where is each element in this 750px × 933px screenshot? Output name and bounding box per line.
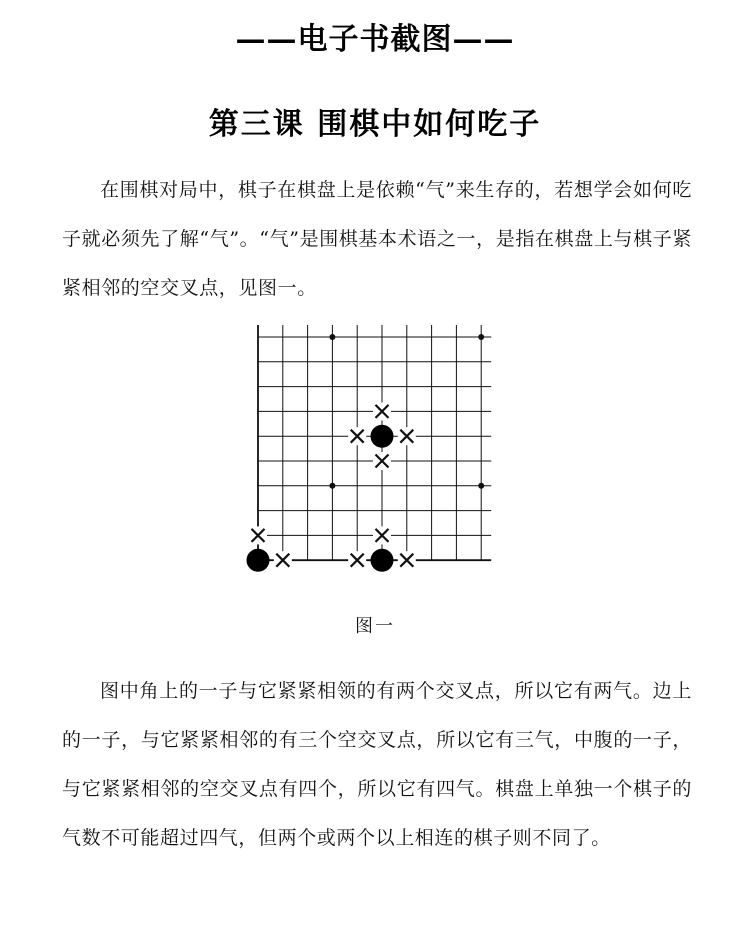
liberty-mark (373, 402, 391, 420)
paragraph-liberty-intro: 在围棋对局中，棋子在棋盘上是依赖“气”来生存的，若想学会如何吃子就必须先了解“气”。“气”是围棋基本术语之一，是指在棋盘上与棋子紧紧相邻的空交叉点，见图一。 (62, 179, 692, 299)
paragraph-liberty-explanation: 图中角上的一子与它紧紧相领的有两个交叉点，所以它有两气。边上的一子，与它紧紧相邻的有三个空交叉点，所以它有三气，中腹的一子，与它紧紧相邻的空交叉点有四个，所以它有四气。棋盘上单独一个棋子的气数不可能超过四气，但两个或两个以上相连的棋子则不同了。 (62, 680, 692, 849)
liberty-mark (373, 526, 391, 544)
star-point (329, 334, 335, 340)
star-point (478, 483, 484, 489)
black-stone-corner-stone (247, 549, 270, 572)
lesson-title: 第三课 围棋中如何吃子 (208, 107, 542, 142)
liberty-mark (373, 452, 391, 470)
liberty-mark (348, 551, 366, 569)
liberty-mark (398, 427, 416, 445)
black-stone-center-stone (371, 425, 394, 448)
star-point (478, 334, 484, 340)
go-board-diagram (246, 325, 506, 585)
liberty-mark (348, 427, 366, 445)
liberty-mark (249, 526, 267, 544)
black-stone-edge-stone (371, 549, 394, 572)
ebook-screenshot-header: ——电子书截图—— (235, 22, 515, 57)
stones (247, 425, 394, 572)
figure-caption: 图一 (355, 616, 395, 637)
liberty-mark (274, 551, 292, 569)
star-point (329, 483, 335, 489)
liberty-mark (398, 551, 416, 569)
